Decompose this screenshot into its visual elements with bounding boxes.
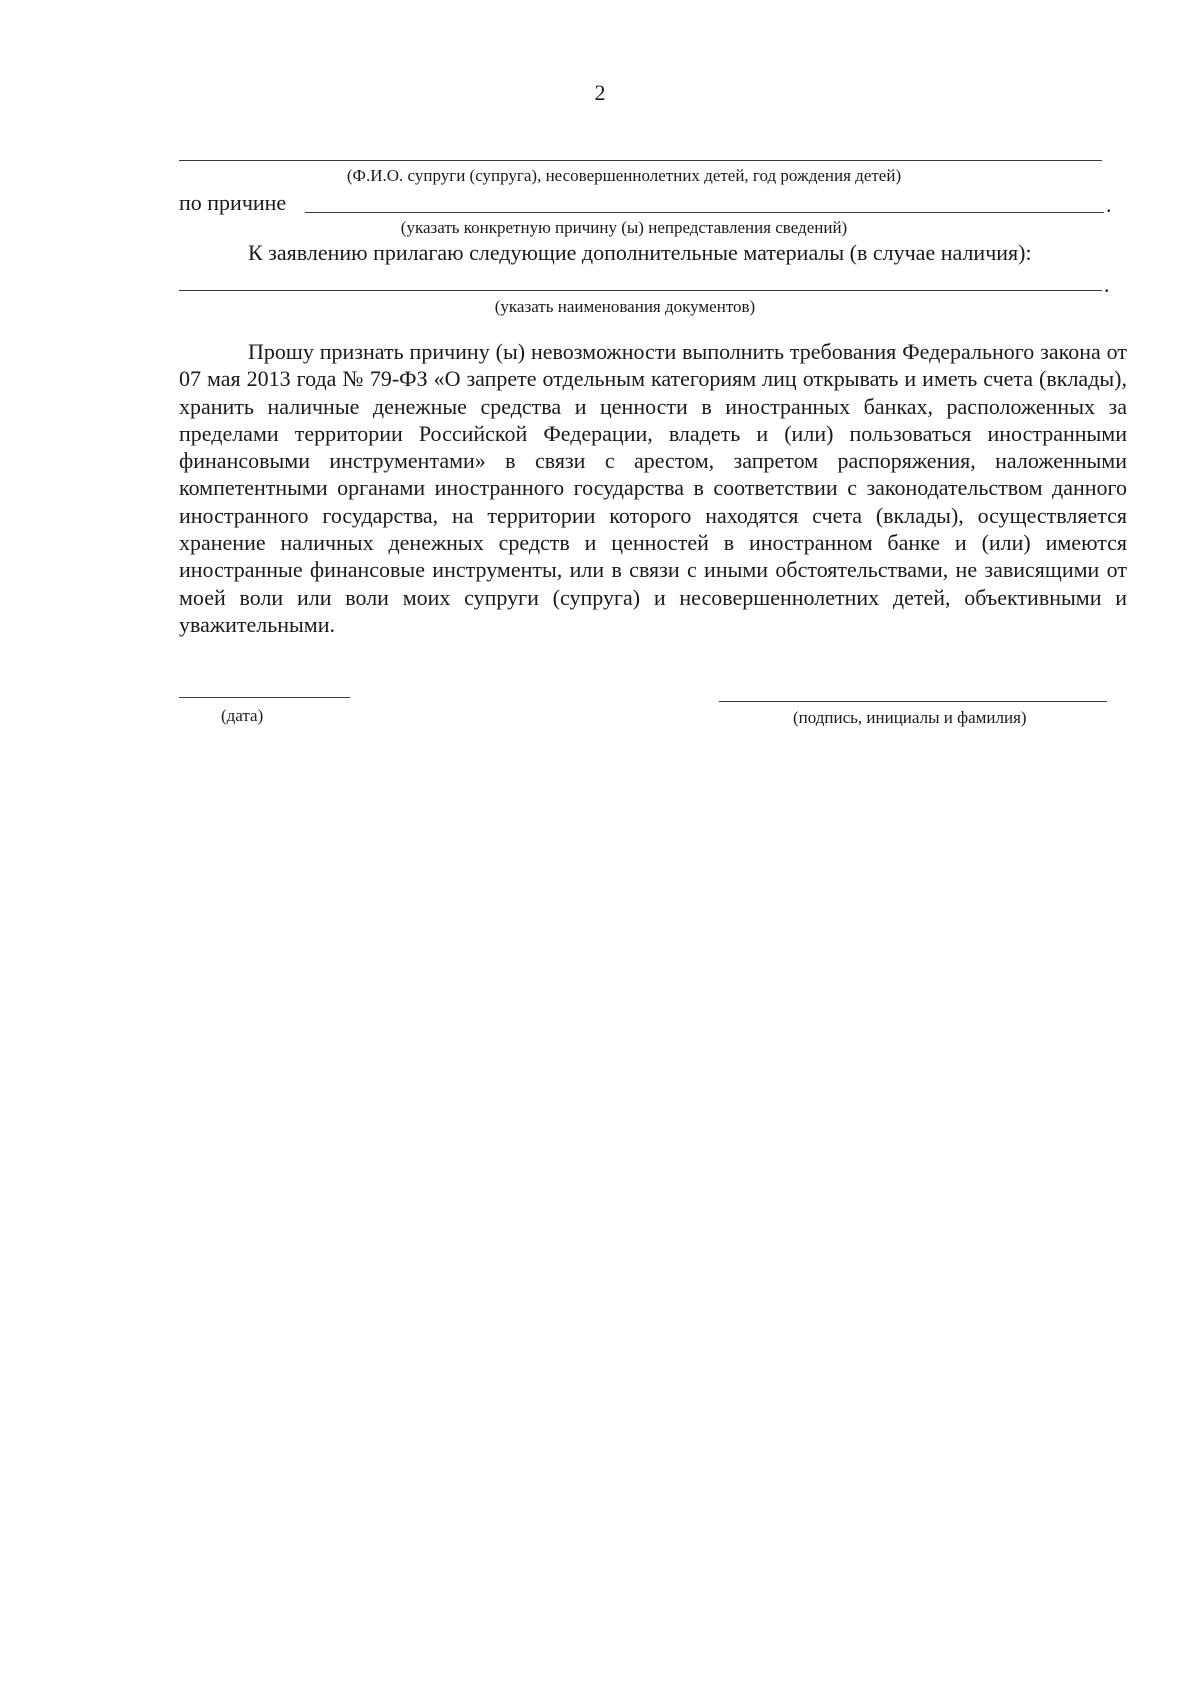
family-members-caption: (Ф.И.О. супруги (супруга), несовершеннолетних детей, год рождения детей): [346, 166, 902, 185]
signature-caption: (подпись, инициалы и фамилия): [793, 708, 1027, 727]
reason-caption: (указать конкретную причину (ы) непредставления сведений): [400, 218, 848, 237]
attachments-caption: (указать наименования документов): [494, 297, 756, 316]
attachments-line[interactable]: [179, 290, 1102, 291]
reason-line[interactable]: [305, 212, 1104, 213]
request-paragraph: Прошу признать причину (ы) невозможности выполнить требования Федерального закона от 07 мая 2013 года № 79-ФЗ «О запрете отдельным категориям лиц открывать и иметь счета (вклады), хранить наличные денежные средства и ценности в иностранных банках, расположенных за пределами территории Российской Федерации, владеть и (или) пользоваться иностранными финансовыми инструментами» в связи с арестом, запретом распоряжения, наложенными компетентными органами иностранного государства в соответствии с законодательством данного иностранного государства, на территории которого находятся счета (вклады), осуществляется хранение наличных денежных средств и ценностей в иностранном банке и (или) имеются иностранные финансовые инструменты, или в связи с иными обстоятельствами, не зависящими от моей воли или воли моих супруги (супруга) и несовершеннолетних детей, объективными и уважительными.: [179, 339, 1127, 637]
reason-label: по причине: [179, 190, 287, 215]
attachments-intro: К заявлению прилагаю следующие дополнительные материалы (в случае наличия):: [248, 240, 1032, 265]
date-caption: (дата): [221, 706, 264, 725]
page-number: 2: [594, 80, 606, 105]
attachments-end-mark: .: [1104, 272, 1110, 297]
date-line[interactable]: [179, 697, 350, 698]
reason-end-mark: .: [1106, 192, 1112, 217]
signature-line[interactable]: [719, 701, 1107, 702]
family-members-line[interactable]: [179, 160, 1102, 161]
